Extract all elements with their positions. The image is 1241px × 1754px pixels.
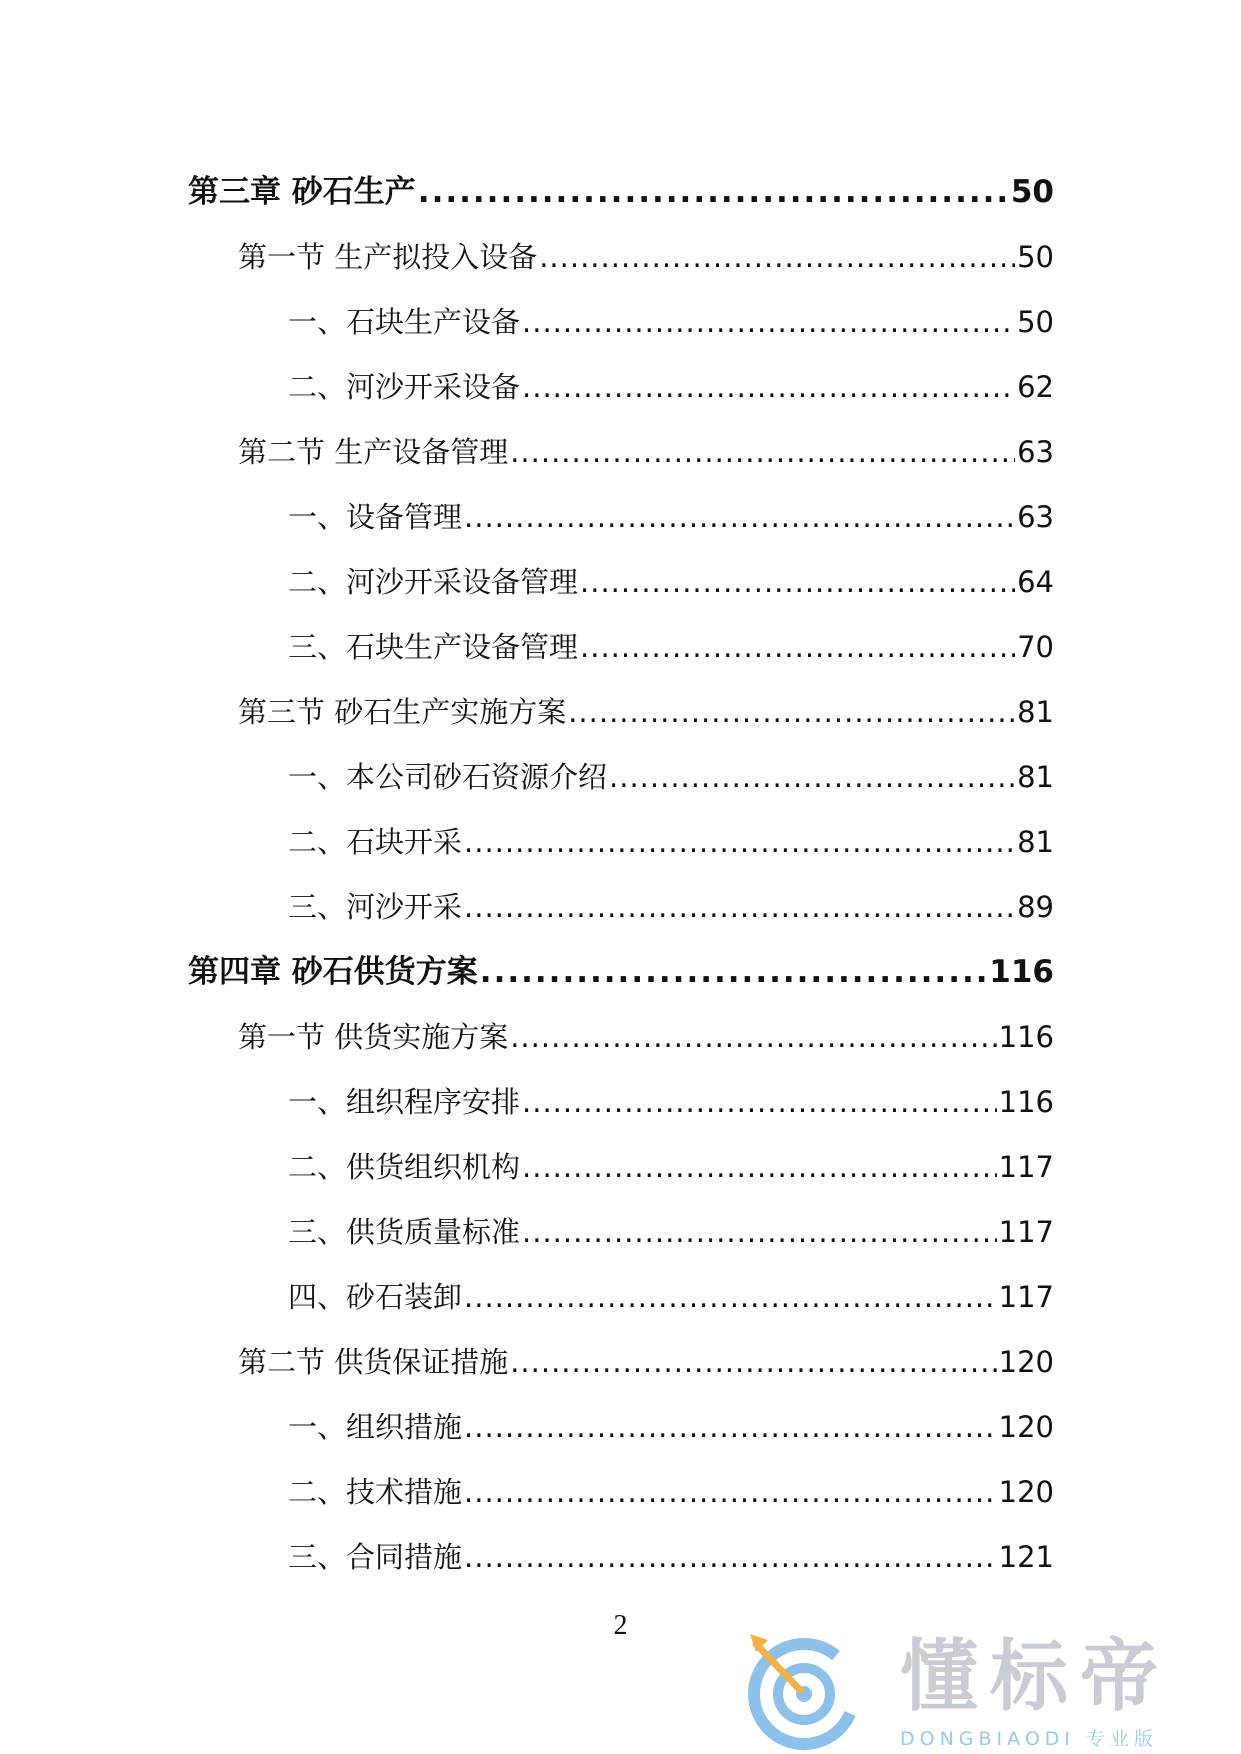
watermark-subtitle: DONGBIAODI 专业版 [900, 1728, 1159, 1750]
toc-entry-page: 117 [998, 1150, 1054, 1184]
toc-dot-leader [464, 1265, 997, 1330]
toc-entry[interactable] [188, 160, 1054, 225]
toc-entry[interactable] [188, 810, 1054, 875]
toc-entry[interactable] [188, 1070, 1054, 1135]
toc-entry-title: 一、组织措施 [288, 1410, 463, 1444]
toc-entry-title: 二、供货组织机构 [288, 1150, 521, 1184]
brand-watermark [744, 1632, 1224, 1750]
toc-entry-title: 第三节 砂石生产实施方案 [238, 695, 567, 729]
page-number: 2 [613, 1610, 628, 1641]
toc-entry-page: 63 [1017, 435, 1054, 469]
toc-entry-title: 第二节 生产设备管理 [238, 435, 509, 469]
toc-entry-page: 81 [1017, 825, 1054, 859]
toc-entry-title: 二、技术措施 [288, 1475, 463, 1509]
toc-entry[interactable] [188, 290, 1054, 355]
toc-entry-title: 二、石块开采 [288, 825, 463, 859]
toc-dot-leader [464, 875, 1015, 940]
target-logo-icon [744, 1632, 864, 1750]
toc-entry-page: 120 [998, 1410, 1054, 1444]
toc-entry-title: 第四章 砂石供货方案 [188, 954, 478, 990]
toc-entry-page: 116 [998, 1085, 1054, 1119]
toc-entry[interactable] [188, 550, 1054, 615]
toc-entry-title: 第三章 砂石生产 [188, 174, 416, 210]
toc-entry-page: 121 [998, 1540, 1054, 1574]
toc-entry-title: 第二节 供货保证措施 [238, 1345, 509, 1379]
toc-entry-title: 一、设备管理 [288, 500, 463, 534]
toc-entry[interactable] [188, 1460, 1054, 1525]
toc-entry-page: 120 [998, 1345, 1054, 1379]
toc-dot-leader [522, 355, 1015, 420]
toc-entry-title: 一、本公司砂石资源介绍 [288, 760, 608, 794]
toc-entry-title: 三、合同措施 [288, 1540, 463, 1574]
table-of-contents [188, 160, 1054, 1590]
toc-entry-page: 81 [1017, 760, 1054, 794]
toc-dot-leader [510, 1330, 996, 1395]
toc-entry-title: 四、砂石装卸 [288, 1280, 463, 1314]
watermark-brand-text: 懂标帝 [900, 1632, 1171, 1722]
toc-entry-title: 三、石块生产设备管理 [288, 630, 579, 664]
toc-entry[interactable] [188, 745, 1054, 810]
toc-entry-page: 50 [1010, 174, 1054, 210]
toc-entry[interactable] [188, 420, 1054, 485]
toc-entry-page: 117 [998, 1280, 1054, 1314]
toc-dot-leader [464, 1460, 997, 1525]
toc-entry[interactable] [188, 615, 1054, 680]
toc-dot-leader [522, 1200, 997, 1265]
toc-entry-title: 一、组织程序安排 [288, 1085, 521, 1119]
toc-entry[interactable] [188, 1005, 1054, 1070]
toc-entry-page: 116 [998, 1020, 1054, 1054]
toc-entry-title: 二、河沙开采设备 [288, 370, 521, 404]
toc-entry-title: 第一节 生产拟投入设备 [238, 240, 538, 274]
toc-entry-title: 一、石块生产设备 [288, 305, 521, 339]
toc-dot-leader [418, 160, 1009, 225]
toc-dot-leader [580, 615, 1015, 680]
toc-entry[interactable] [188, 680, 1054, 745]
toc-entry-title: 二、河沙开采设备管理 [288, 565, 579, 599]
toc-dot-leader [464, 1395, 997, 1460]
toc-entry[interactable] [188, 1135, 1054, 1200]
toc-dot-leader [580, 550, 1015, 615]
toc-dot-leader [568, 680, 1015, 745]
toc-dot-leader [522, 1135, 997, 1200]
toc-entry-page: 89 [1017, 890, 1054, 924]
toc-entry-page: 62 [1017, 370, 1054, 404]
toc-dot-leader [539, 225, 1015, 290]
toc-entry-page: 117 [998, 1215, 1054, 1249]
toc-dot-leader [464, 485, 1015, 550]
toc-entry-page: 64 [1017, 565, 1054, 599]
toc-dot-leader [510, 420, 1015, 485]
toc-entry-page: 81 [1017, 695, 1054, 729]
toc-entry[interactable] [188, 225, 1054, 290]
toc-entry[interactable] [188, 1330, 1054, 1395]
toc-entry[interactable] [188, 875, 1054, 940]
toc-entry[interactable] [188, 1525, 1054, 1590]
toc-entry-page: 70 [1017, 630, 1054, 664]
toc-entry-page: 50 [1017, 305, 1054, 339]
toc-entry-title: 第一节 供货实施方案 [238, 1020, 509, 1054]
toc-dot-leader [464, 1525, 997, 1590]
toc-entry[interactable] [188, 355, 1054, 420]
toc-entry[interactable] [188, 1395, 1054, 1460]
toc-entry-page: 120 [998, 1475, 1054, 1509]
toc-entry-page: 116 [989, 954, 1054, 990]
toc-entry-page: 63 [1017, 500, 1054, 534]
toc-dot-leader [510, 1005, 996, 1070]
toc-dot-leader [480, 940, 987, 1005]
toc-dot-leader [464, 810, 1015, 875]
toc-entry-page: 50 [1017, 240, 1054, 274]
toc-entry[interactable] [188, 940, 1054, 1005]
toc-entry[interactable] [188, 485, 1054, 550]
toc-dot-leader [609, 745, 1015, 810]
toc-entry[interactable] [188, 1200, 1054, 1265]
toc-dot-leader [522, 290, 1015, 355]
toc-entry[interactable] [188, 1265, 1054, 1330]
toc-dot-leader [522, 1070, 997, 1135]
toc-entry-title: 三、供货质量标准 [288, 1215, 521, 1249]
toc-entry-title: 三、河沙开采 [288, 890, 463, 924]
